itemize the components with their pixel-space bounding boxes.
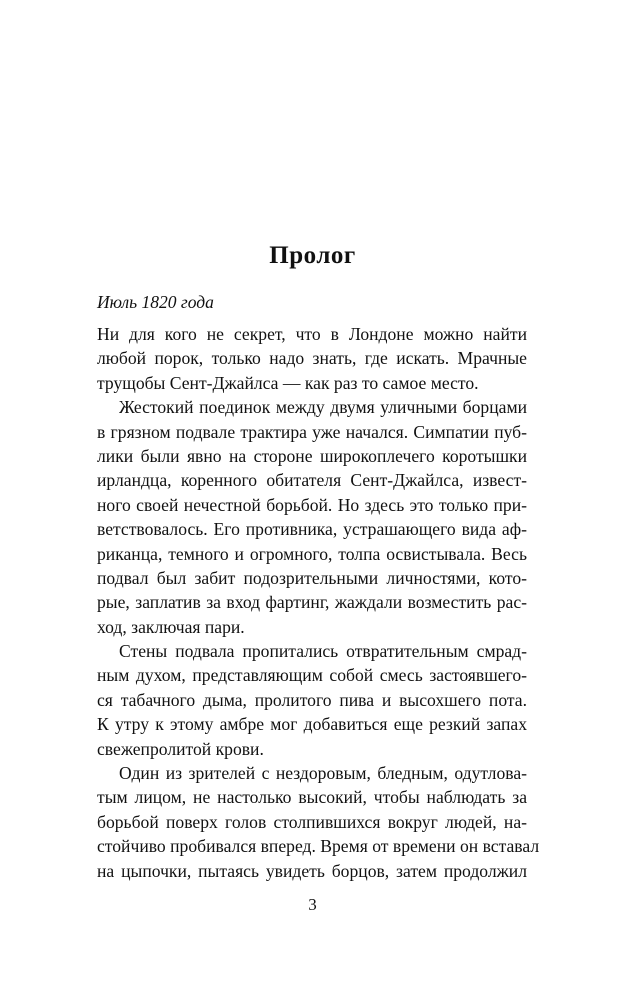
text-line: борьбой поверх голов столпившихся вокруг людей, на- (97, 811, 527, 832)
text-line: риканца, темного и огромного, толпа освистывала. Весь (97, 543, 527, 564)
text-line: в грязном подвале трактира уже начался. Симпатии пуб- (97, 421, 527, 442)
text-line: Ни для кого не секрет, что в Лондоне можно найти (97, 324, 527, 344)
text-line: на цыпочки, пытаясь увидеть борцов, затем продолжил (97, 860, 527, 881)
text-line: стойчиво пробивался вперед. Время от времени он вставал (97, 836, 540, 857)
page-number: 3 (308, 895, 317, 914)
text-line: подвал был забит подозрительными личностями, кото- (97, 567, 527, 588)
text-line: рые, заплатив за вход фартинг, жаждали возместить рас- (97, 592, 527, 613)
text-line: К утру к этому амбре мог добавиться еще резкий запах (97, 714, 527, 735)
text-line: ся табачного дыма, пролитого пива и высохшего пота. (97, 689, 527, 710)
text-line: трущобы Сент-Джайлса — как раз то самое место. (97, 372, 479, 393)
text-line: лики были явно на стороне широкоплечего коротышки (97, 445, 527, 466)
body-text (97, 322, 540, 883)
text-line: свежепролитой крови. (97, 738, 264, 759)
text-line: ным духом, представляющим собой смесь застоявшего- (97, 665, 527, 686)
text-line: ход, заключая пари. (97, 616, 245, 637)
text-line: тым лицом, не настолько высокий, чтобы наблюдать за (97, 787, 527, 808)
text-line: любой порок, только надо знать, где искать. Мрачные (97, 348, 527, 369)
text-line: ветствовалось. Его противника, устрашающего вида аф- (97, 519, 527, 540)
text-line: ного своей нечестной борьбой. Но здесь это только при- (97, 494, 527, 515)
chapter-title: Пролог (269, 242, 356, 269)
chapter-date: Июль 1820 года (97, 292, 214, 312)
text-line: Один из зрителей с нездоровым, бледным, одутлова- (119, 763, 527, 784)
text-line: Стены подвала пропитались отвратительным смрад- (119, 641, 527, 662)
text-line: Жестокий поединок между двумя уличными борцами (119, 397, 527, 418)
text-line: ирландца, коренного обитателя Сент-Джайлса, извест- (97, 470, 527, 491)
